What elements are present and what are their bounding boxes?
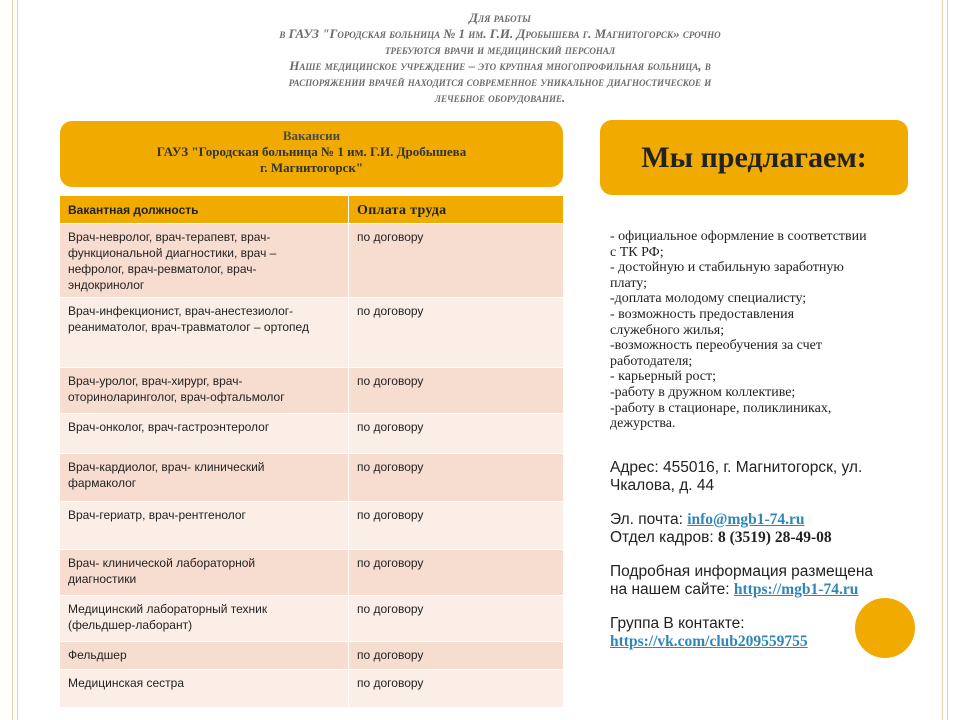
pay-cell: по договору (357, 508, 424, 522)
address-line: Адрес: 455016, г. Магнитогорск, ул. (610, 459, 863, 476)
website-link[interactable]: https://mgb1-74.ru (733, 580, 859, 598)
left-border-decoration (12, 0, 18, 720)
offer-line: - официальное оформление в соответствии (610, 229, 867, 244)
website-label: на нашем сайте: (610, 580, 734, 598)
address-line: Чкалова, д. 44 (610, 476, 715, 494)
position-cell (60, 454, 349, 501)
decorative-circle (855, 598, 915, 658)
offer-line: - возможность предоставления (610, 306, 795, 322)
position-line: (фельдшер-лаборант) (68, 618, 193, 632)
offer-line: дежурства. (610, 416, 676, 432)
offer-line: -доплата молодому специалисту; (610, 291, 807, 307)
position-line: Медицинская сестра (68, 676, 184, 690)
offer-line: с ТК РФ; (610, 244, 664, 260)
table-row (60, 224, 563, 298)
position-line: оториноларинголог, врач-офтальмолог (68, 390, 285, 404)
header-line: распоряжении врачей находится современное уникальное диагностическое и (288, 74, 712, 89)
vk-label: Группа В контакте: (610, 615, 745, 632)
org-name-line: г. Магнитогорск" (259, 160, 364, 175)
column-header-position: Вакантная должность (60, 196, 349, 223)
header-line: Для работы (469, 10, 531, 25)
pay-cell: по договору (357, 460, 424, 474)
position-cell (60, 414, 349, 453)
pay-cell: по договору (357, 420, 424, 434)
vacancies-title: Вакансии (282, 128, 341, 143)
pay-cell: по договору (357, 602, 424, 616)
contact-info (610, 511, 930, 546)
offer-title: Мы предлагаем: (641, 140, 867, 174)
position-line: Врач-гериатр, врач-рентгенолог (68, 508, 246, 522)
offer-line: - достойную и стабильную заработную (610, 260, 844, 276)
position-line: диагностики (68, 572, 137, 586)
table-row (60, 550, 563, 596)
email-label: Эл. почта: (610, 511, 688, 528)
position-line: Медицинский лабораторный техник (68, 602, 268, 616)
position-line: нефролог, врач-ревматолог, врач- (68, 262, 257, 276)
offer-line: работодателя; (610, 353, 693, 369)
header-line: лечебное оборудование. (434, 90, 566, 105)
table-row (60, 502, 563, 550)
table-row (60, 596, 563, 642)
table-row (60, 454, 563, 502)
position-cell (60, 550, 349, 595)
position-cell (60, 298, 349, 367)
vk-link[interactable]: https://vk.com/club209559755 (610, 632, 808, 650)
offer-line: служебного жилья; (610, 322, 725, 338)
position-line: Врач-инфекционист, врач-анестезиолог- (68, 304, 294, 318)
offer-line: -работу в стационаре, поликлиниках, (610, 400, 832, 416)
table-row (60, 414, 563, 454)
website-info (610, 563, 930, 598)
position-cell (60, 224, 349, 297)
pay-cell: по договору (357, 676, 424, 690)
offers-list (610, 229, 920, 432)
offer-banner (600, 120, 908, 195)
header-line: Наше медицинское учреждение – это крупная многопрофильная больница, в (289, 58, 711, 73)
address (610, 459, 930, 494)
pay-cell: по договору (357, 556, 424, 570)
right-border-decoration (942, 0, 948, 720)
vacancies-table (60, 196, 563, 708)
pay-cell: по договору (357, 648, 424, 662)
position-cell (60, 502, 349, 549)
position-cell (60, 670, 349, 707)
position-line: функциональной диагностики, врач – (68, 246, 277, 260)
table-header-row (60, 196, 563, 224)
org-name-line: ГАУЗ "Городская больница № 1 им. Г.И. Дробышева (156, 144, 467, 159)
offer-line: - карьерный рост; (610, 369, 717, 385)
email-link[interactable]: info@mgb1-74.ru (687, 511, 805, 528)
table-row (60, 368, 563, 414)
table-row (60, 670, 563, 708)
website-text: Подробная информация размещена (610, 563, 874, 580)
position-line: фармаколог (68, 476, 137, 490)
hr-label: Отдел кадров: (610, 528, 719, 546)
pay-cell: по договору (357, 374, 424, 388)
position-cell (60, 596, 349, 641)
header-line: требуются врачи и медицинский персонал (384, 42, 616, 57)
pay-cell: по договору (357, 304, 424, 318)
hr-phone: 8 (3519) 28-49-08 (718, 528, 832, 546)
vacancies-banner (60, 121, 563, 187)
offer-line: плату; (610, 275, 647, 291)
offer-line: -возможность переобучения за счет (610, 338, 822, 354)
page-header (160, 10, 840, 106)
position-line: Врач-онколог, врач-гастроэнтеролог (68, 420, 270, 434)
position-line: Врач-кардиолог, врач- клинический (68, 460, 265, 474)
column-header-pay: Оплата труда (357, 203, 447, 218)
header-line: в ГАУЗ "Городская больница № 1 им. Г.И. Дробышева г. Магнитогорск» срочно (279, 26, 721, 41)
position-cell (60, 642, 349, 669)
position-line: Врач- клинической лабораторной (68, 556, 256, 570)
table-row (60, 642, 563, 670)
pay-cell: по договору (357, 230, 424, 244)
position-line: эндокринолог (68, 278, 145, 292)
position-line: реаниматолог, врач-травматолог – ортопед (68, 320, 309, 334)
table-row (60, 298, 563, 368)
position-line: Фельдшер (68, 648, 127, 662)
position-line: Врач-уролог, врач-хирург, врач- (68, 374, 243, 388)
offer-line: -работу в дружном коллективе; (610, 384, 796, 400)
position-line: Врач-невролог, врач-терапевт, врач- (68, 230, 271, 244)
position-cell (60, 368, 349, 413)
